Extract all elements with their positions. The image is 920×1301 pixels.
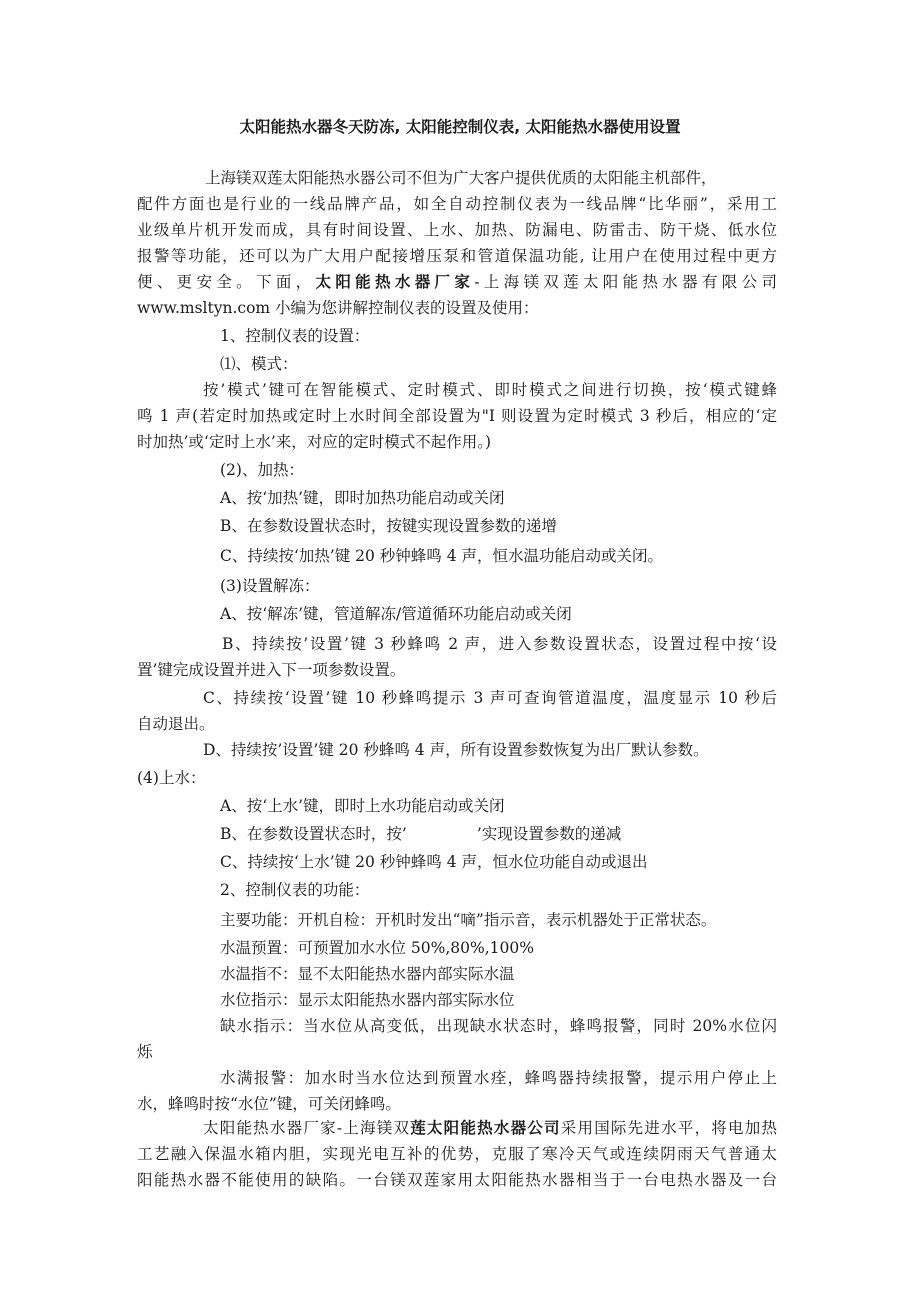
thaw-item-d: D、持续按’设置’键 20 秒蜂鸣 4 声，所有设置参数恢复为出厂默认参数。 bbox=[203, 741, 709, 759]
closing-post: 采用国际先进水平，将电加热 bbox=[560, 1119, 777, 1137]
section-2-heading: 2、控制仪表的功能： bbox=[220, 881, 370, 899]
func-level-indicator: 水位指示：显示太阳能热水器内部实际水位 bbox=[220, 991, 515, 1009]
func-temp-indicator: 水温指不：显不太阳能热水器内部实际水温 bbox=[220, 965, 515, 983]
water-item-a: A、按‘上水’键，即时上水功能启动或关闭 bbox=[220, 797, 505, 815]
heat-heading: (2)、加热： bbox=[220, 461, 304, 479]
mode-text-2: 鸣 1 声(若定时加热或定时上水时间全部设置为"I 则设置为定时模式 3 秒后，相应的‘定 bbox=[137, 407, 777, 425]
thaw-item-b-1: B、持续按’设置’键 3 秒蜂鸣 2 声，进入参数设置状态，设置过程中按‘设 bbox=[222, 635, 777, 653]
func-lack-1: 缺水指示：当水位从高变低，出现缺水状态时，蜂鸣报警，同时 20%水位闪 bbox=[220, 1017, 777, 1035]
intro-line-1: 上海镁双莲太阳能热水器公司不但为广大客户提供优质的太阳能主机部件， bbox=[205, 169, 717, 187]
func-lack-2: 烁 bbox=[137, 1043, 153, 1061]
thaw-item-a: A、按‘解冻’键，管道解冻/管道循环功能启动或关闭 bbox=[220, 605, 572, 623]
func-temp-preset: 水温预置：可预置加水水位 50%,80%,100% bbox=[220, 939, 534, 957]
heat-item-c: C、持续按‘加热’键 20 秒钟蜂鸣 4 声，恒水温功能启动或关闭。 bbox=[220, 547, 664, 565]
water-item-c: C、持续按‘上水’键 20 秒钟蜂鸣 4 声，恒水位功能自动或退出 bbox=[220, 853, 648, 871]
func-main: 主要功能：开机自检：开机时发出“嘀”指示音，表示机器处于正常状态。 bbox=[220, 911, 717, 929]
thaw-item-b-2: 置’键完成设置并进入下一项参数设置。 bbox=[137, 661, 406, 679]
mode-heading: ⑴、模式： bbox=[220, 355, 298, 373]
water-item-b-pre: B、在参数设置状态时，按’ bbox=[220, 825, 407, 843]
heat-item-a: A、按‘加热’键，即时加热功能启动或关闭 bbox=[220, 489, 505, 507]
water-item-b-post: ’实现设置参数的递减 bbox=[476, 825, 622, 843]
thaw-heading: (3)设置解冻： bbox=[220, 577, 320, 595]
section-1-heading: 1、控制仪表的设置： bbox=[220, 327, 370, 345]
company-name: -上海镁双莲太阳能热水器有限公司 bbox=[474, 273, 777, 291]
thaw-item-c-2: 自动退出。 bbox=[137, 715, 215, 733]
water-item-b bbox=[220, 824, 621, 844]
intro-line-4: 报警等功能，还可以为广大用户配接增压泵和管道保温功能, 让用户在使用过程中更方 bbox=[137, 247, 777, 265]
closing-line-2: 工艺融入保温水箱内胆，实现光电互补的优势，克服了寒冷天气或连续阴雨天气普通太 bbox=[137, 1145, 777, 1163]
manufacturer-link[interactable]: 太阳能热水器厂家 bbox=[315, 273, 475, 291]
heat-item-b: B、在参数设置状态时，按键实现设置参数的递增 bbox=[220, 517, 557, 535]
mode-text-3: 时加热’或‘定时上水’来，对应的定时模式不起作用。) bbox=[137, 433, 492, 451]
intro-text: 便、更安全。下面， bbox=[137, 273, 316, 291]
intro-line-6: www.msltyn.com 小编为您讲解控制仪表的设置及使用： bbox=[137, 299, 539, 317]
closing-line-3: 阳能热水器不能使用的缺陷。一台镁双莲家用太阳能热水器相当于一台电热水器及一台 bbox=[137, 1171, 777, 1189]
intro-line-3: 业级单片机开发而成，具有时间设置、上水、加热、防漏电、防雷击、防干烧、低水位 bbox=[137, 221, 777, 239]
func-full-1: 水满报警：加水时当水位达到预置水痊，蜂鸣器持续报警，提示用户停止上 bbox=[220, 1069, 777, 1087]
mode-text-1: 按’模式’键可在智能模式、定时模式、即时模式之间进行切换，按‘模式键蜂 bbox=[203, 381, 777, 399]
closing-line-1 bbox=[203, 1118, 777, 1138]
intro-line-5 bbox=[137, 272, 777, 292]
func-full-2: 水，蜂鸣时按“水位”键，可关闭蜂鸣。 bbox=[137, 1095, 401, 1113]
water-heading: (4)上水： bbox=[137, 769, 206, 787]
document-title: 太阳能热水器冬天防冻, 太阳能控制仪表, 太阳能热水器使用设置 bbox=[239, 118, 681, 136]
intro-line-2: 配件方面也是行业的一线品牌产品，如全自动控制仪表为一线品牌“比华丽”，采用工 bbox=[137, 195, 777, 213]
thaw-item-c-1: C、持续按‘设置’键 10 秒蜂鸣提示 3 声可查询管道温度，温度显示 10 秒后 bbox=[203, 689, 777, 707]
company-link[interactable]: 莲太阳能热水器公司 bbox=[410, 1119, 561, 1137]
closing-pre: 太阳能热水器厂家-上海镁双 bbox=[203, 1119, 411, 1137]
